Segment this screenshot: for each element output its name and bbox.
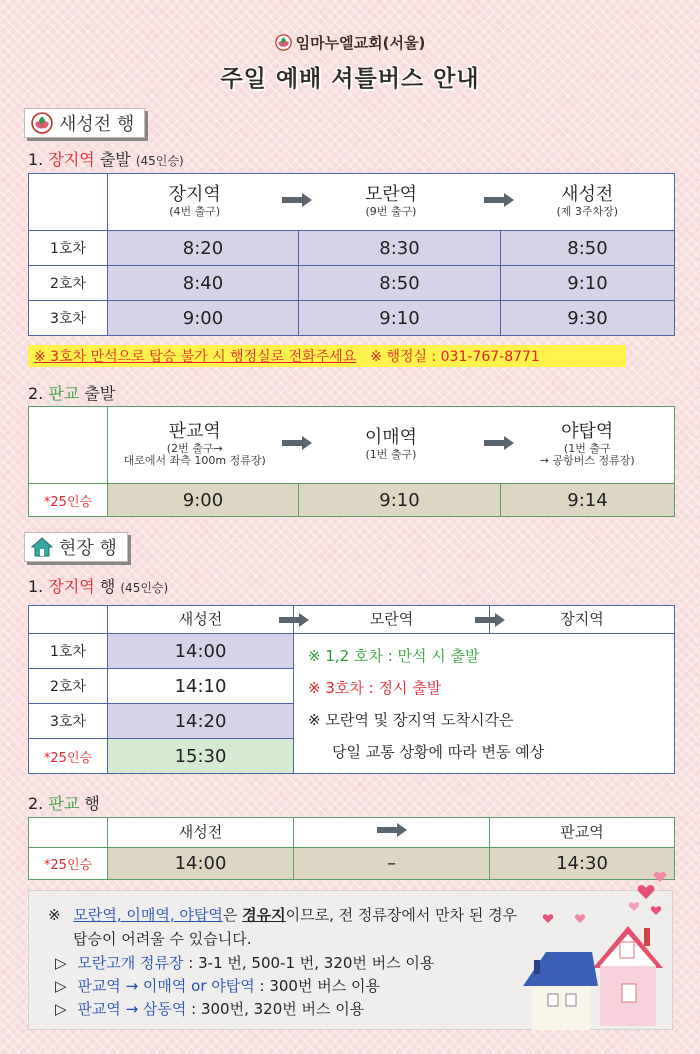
time-cell: 14:20 <box>108 704 294 739</box>
office-phone: ※ 행정실 : 031-767-8771 <box>370 349 540 365</box>
church-name-text: 임마누엘교회(서울) <box>295 34 426 52</box>
stop-exit: (1번 출구) <box>365 448 417 462</box>
header-blank <box>29 407 108 484</box>
time-cell: 8:50 <box>501 231 675 266</box>
route-heading-pangyo-departure <box>28 381 115 404</box>
bus-label: 1호차 <box>29 634 108 669</box>
time-cell: 15:30 <box>108 739 294 774</box>
arrow-right-icon <box>282 174 299 231</box>
info-line-1 <box>48 904 517 925</box>
church-logo-icon <box>31 112 53 134</box>
notice-bar <box>28 345 626 367</box>
info-item <box>55 975 380 996</box>
arrow-right-icon <box>475 613 505 627</box>
table-row <box>29 484 675 517</box>
transit-stop-label: 경유지 <box>242 906 286 924</box>
time-cell: 9:00 <box>108 484 299 517</box>
route-capacity: (45인승) <box>120 581 169 595</box>
stop-header <box>299 174 484 231</box>
stop-name: 새성전 <box>178 609 223 628</box>
bus-label: 3호차 <box>29 301 108 336</box>
houses-illustration <box>518 868 678 1033</box>
info-item-text: : 3-1 번, 500-1 번, 320번 버스 이용 <box>183 954 435 972</box>
table-row <box>29 634 675 669</box>
heart-icon <box>543 872 666 923</box>
stop-header <box>490 606 675 634</box>
stop-name: 장지역 <box>560 609 604 628</box>
info-line-2: 탑승이 어려울 수 있습니다. <box>73 930 252 948</box>
info-text: 이므로, 전 정류장에서 만차 된 경우 <box>285 906 518 924</box>
route-number: 1. <box>28 150 49 169</box>
transit-stations: 모란역, 이매역, 야탑역 <box>73 906 223 924</box>
note-arrival-time-cont: 당일 교통 상황에 따라 변동 예상 <box>332 743 545 761</box>
time-cell: 9:10 <box>501 266 675 301</box>
bus-label: 2호차 <box>29 266 108 301</box>
stop-header: 판교역 <box>490 818 675 848</box>
table-row <box>29 266 675 301</box>
time-cell: 8:30 <box>299 231 501 266</box>
home-icon <box>31 537 53 557</box>
notice-text: ※ 3호차 만석으로 탑승 불가 시 행정실로 전화주세요 <box>34 349 357 365</box>
info-text: 은 <box>222 906 243 924</box>
stop-name: 새성전 <box>561 184 614 206</box>
notes-cell <box>294 634 675 774</box>
stop-name: 야탑역 <box>561 421 614 443</box>
bus-label: *25인승 <box>29 484 108 517</box>
info-item-text: : 300번 버스 이용 <box>254 977 380 995</box>
stop-header <box>294 606 490 634</box>
bus-label: 3호차 <box>29 704 108 739</box>
arrow-right-icon <box>279 613 309 627</box>
bus-label: *25인승 <box>29 848 108 880</box>
stop-header <box>108 407 282 484</box>
church-logo-icon <box>275 34 292 51</box>
info-item-highlight: 판교역 → 이매역 or 야탑역 <box>77 977 255 995</box>
time-cell: 8:50 <box>299 266 501 301</box>
stop-exit: (4번 출구) <box>169 205 221 219</box>
stop-name: 모란역 <box>364 184 418 206</box>
arrow-right-icon <box>484 407 501 484</box>
route-suffix: 출발 <box>79 384 116 403</box>
note-mark: ※ <box>48 906 61 924</box>
timetable-jangji-departure <box>28 173 675 336</box>
header-blank <box>29 606 108 634</box>
triangle-right-icon: ▷ <box>55 954 67 972</box>
timetable-to-jangji <box>28 605 675 774</box>
triangle-right-icon: ▷ <box>55 977 67 995</box>
timetable-pangyo-departure <box>28 406 675 517</box>
arrow-right-icon <box>484 174 501 231</box>
stop-name: 장지역 <box>168 184 221 206</box>
stop-exit: (1번 출구 <box>563 441 611 455</box>
header-blank <box>29 174 108 231</box>
route-suffix: 출발 <box>94 150 131 169</box>
note-arrival-time: ※ 모란역 및 장지역 도착시각은 <box>308 711 514 729</box>
time-cell: 8:40 <box>108 266 299 301</box>
blue-house-icon <box>523 952 598 1030</box>
stop-name: 이매역 <box>364 427 418 449</box>
bus-label: 1호차 <box>29 231 108 266</box>
table-row <box>29 301 675 336</box>
time-cell: 9:00 <box>108 301 299 336</box>
route-capacity: (45인승) <box>135 154 184 168</box>
triangle-right-icon: ▷ <box>55 1000 67 1018</box>
route-station: 장지역 <box>48 150 95 169</box>
stop-exit: (9번 출구) <box>365 205 417 219</box>
arrow-right-icon <box>294 818 490 848</box>
route-station: 장지역 <box>48 577 95 596</box>
time-cell: 9:30 <box>501 301 675 336</box>
info-item-highlight: 판교역 → 삼동역 <box>77 1000 187 1018</box>
note-scheduled-departure: ※ 3호차 : 정시 출발 <box>308 679 442 697</box>
pink-house-icon <box>593 926 663 1026</box>
arrow-right-icon <box>282 407 299 484</box>
section-tag-label: 현장 행 <box>59 538 117 559</box>
time-cell: 14:10 <box>108 669 294 704</box>
stop-exit: 대로에서 좌측 100m 정류장) <box>123 454 266 468</box>
section-tag-home <box>24 532 128 562</box>
stop-exit: (2번 출구→ <box>166 441 223 455</box>
time-cell: 8:20 <box>108 231 299 266</box>
time-cell: – <box>294 848 490 880</box>
header-blank <box>29 818 108 848</box>
info-item <box>55 998 364 1019</box>
page-title: 주일 예배 셔틀버스 안내 <box>220 66 480 92</box>
table-row <box>29 231 675 266</box>
time-cell: 14:30 <box>490 848 675 880</box>
time-cell: 9:10 <box>299 301 501 336</box>
time-cell: 14:00 <box>108 634 294 669</box>
stop-name: 판교역 <box>168 421 221 443</box>
stop-name: 모란역 <box>369 609 414 628</box>
route-station: 판교 <box>48 794 80 813</box>
bus-label: *25인승 <box>29 739 108 774</box>
info-item-highlight: 모란고개 정류장 <box>77 954 184 972</box>
stop-header <box>299 407 484 484</box>
stop-exit: (제 3주차장) <box>556 205 619 219</box>
route-heading-to-jangji <box>28 574 168 597</box>
route-heading-to-pangyo <box>28 791 100 814</box>
section-tag-label: 새성전 행 <box>59 114 135 135</box>
route-suffix: 행 <box>79 794 100 813</box>
stop-header <box>501 174 675 231</box>
info-item-text: : 300번, 320번 버스 이용 <box>186 1000 365 1018</box>
stop-header <box>108 606 294 634</box>
stop-exit: → 공항버스 정류장) <box>539 454 635 468</box>
route-number: 2. <box>28 794 49 813</box>
route-station: 판교 <box>48 384 80 403</box>
section-tag-new-sanctuary <box>24 108 145 138</box>
bus-label: 2호차 <box>29 669 108 704</box>
route-number: 1. <box>28 577 49 596</box>
route-heading-jangji-departure <box>28 147 184 170</box>
time-cell: 14:00 <box>108 848 294 880</box>
route-number: 2. <box>28 384 49 403</box>
time-cell: 9:10 <box>299 484 501 517</box>
route-suffix: 행 <box>94 577 116 596</box>
church-name <box>0 32 700 53</box>
stop-header <box>108 174 282 231</box>
stop-header: 새성전 <box>108 818 294 848</box>
stop-header <box>501 407 675 484</box>
time-cell: 9:14 <box>501 484 675 517</box>
info-item <box>55 952 434 973</box>
note-full-departure: ※ 1,2 호차 : 만석 시 출발 <box>308 647 480 665</box>
